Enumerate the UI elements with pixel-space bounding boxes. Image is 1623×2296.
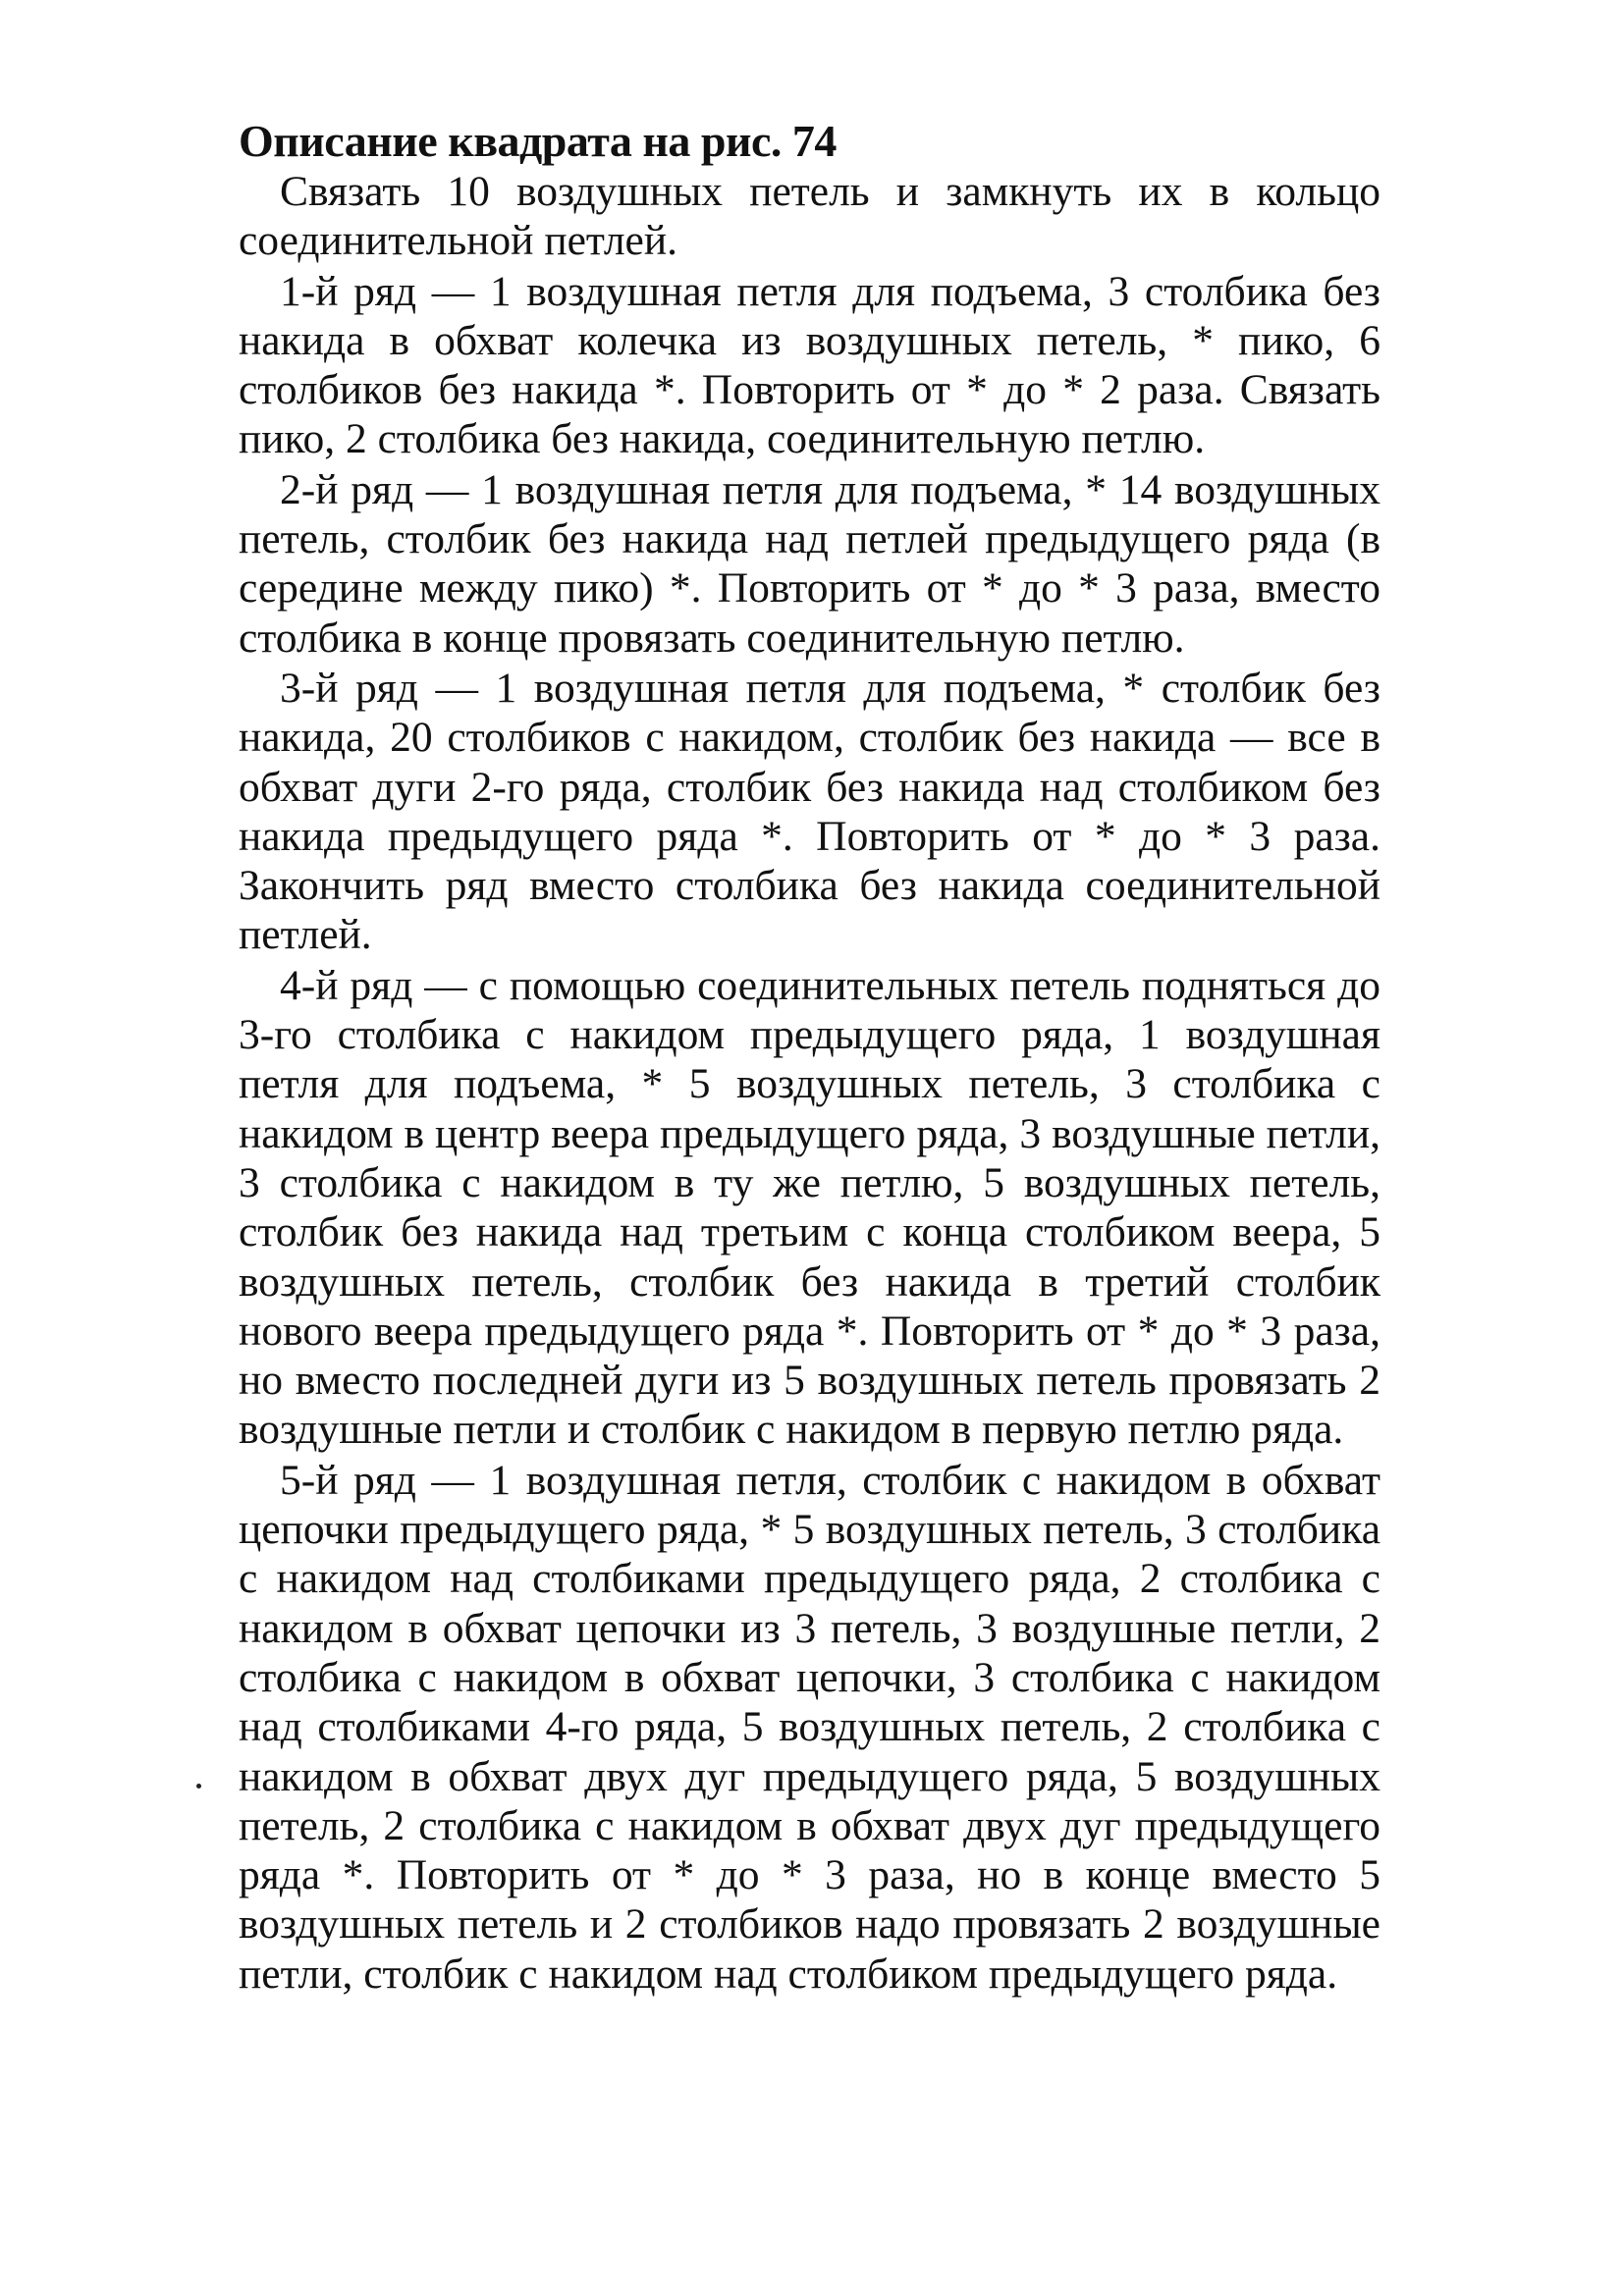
paragraph-row-3: 3-й ряд — 1 воздушная петля для подъема, * столбик без накида, 20 столбиков с накидом, столбик без накида — все в обхват дуги 2-го ряда, столбик без накида над столбиком без накида предыдущего ряда *. Повторить от * до * 3 раза. Закончить ряд вместо столбика без накида соединительной петлей. (239, 664, 1380, 959)
paragraph-row-2: 2-й ряд — 1 воздушная петля для подъема, * 14 воздушных петель, столбик без накида над петлей предыдущего ряда (в середине между пико) *. Повторить от * до * 3 раза, вместо столбика в конце провязать соединительную петлю. (239, 465, 1380, 662)
paragraph-intro: Связать 10 воздушных петель и замкнуть их в кольцо соединительной петлей. (239, 168, 1380, 265)
document-page (239, 116, 1380, 1999)
paragraph-row-5: 5-й ряд — 1 воздушная петля, столбик с накидом в обхват цепочки предыдущего ряда, * 5 воздушных петель, 3 столбика с накидом над столбиками предыдущего ряда, 2 столбика с накидом в обхват цепочки из 3 петель, 3 воздушные петли, 2 столбика с накидом в обхват цепочки, 3 столбика с накидом над столбиками 4-го ряда, 5 воздушных петель, 2 столбика с накидом в обхват двух дуг предыдущего ряда, 5 воздушных петель, 2 столбика с накидом в обхват двух дуг предыдущего ряда *. Повторить от * до * 3 раза, но в конце вместо 5 воздушных петель и 2 столбиков надо провязать 2 воздушные петли, столбик с накидом над столбиком предыдущего ряда. (239, 1456, 1380, 1998)
paragraph-row-1: 1-й ряд — 1 воздушная петля для подъема, 3 столбика без накида в обхват колечка из воздушных петель, * пико, 6 столбиков без накида *. Повторить от * до * 2 раза. Связать пико, 2 столбика без накида, соединительную петлю. (239, 267, 1380, 463)
section-heading: Описание квадрата на рис. 74 (239, 116, 837, 166)
scan-speck (196, 1784, 201, 1789)
paragraph-row-4: 4-й ряд — с помощью соединительных петель подняться до 3-го столбика с накидом предыдущего ряда, 1 воздушная петля для подъема, * 5 воздушных петель, 3 столбика с накидом в центр веера предыдущего ряда, 3 воздушные петли, 3 столбика с накидом в ту же петлю, 5 воздушных петель, столбик без накида над третьим с конца столбиком веера, 5 воздушных петель, столбик без накида в третий столбик нового веера предыдущего ряда *. Повторить от * до * 3 раза, но вместо последней дуги из 5 воздушных петель провязать 2 воздушные петли и столбик с накидом в первую петлю ряда. (239, 961, 1380, 1454)
